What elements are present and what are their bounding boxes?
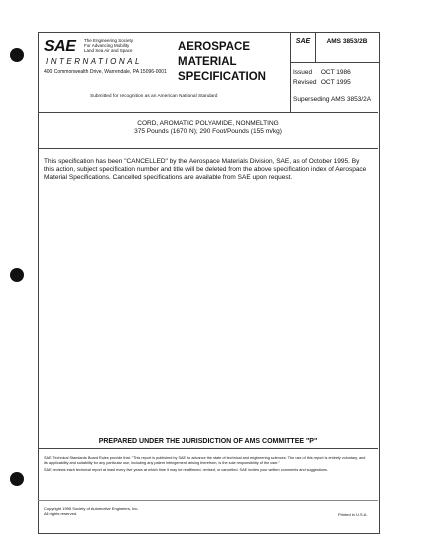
tagline-line-2: For Advancing Mobility xyxy=(84,43,130,48)
sae-tagline xyxy=(84,38,164,53)
superseding-note: Superseding AMS 3853/2A xyxy=(293,96,372,103)
submitted-note: Submitted for recognition as an American National Standard xyxy=(90,94,218,99)
punch-hole-middle xyxy=(10,268,24,282)
footer-notes xyxy=(44,456,370,473)
document-number: AMS 3853/2B xyxy=(315,32,379,63)
title-divider xyxy=(38,148,378,149)
spec-title-line-3: SPECIFICATION xyxy=(178,71,266,83)
punch-hole-bottom xyxy=(10,472,24,486)
revised-date: OCT 1995 xyxy=(320,79,351,86)
tagline-line-1: The Engineering Society xyxy=(84,38,134,43)
issued-date: OCT 1986 xyxy=(320,69,351,76)
sae-address: 400 Commonwealth Drive, Warrendale, PA 15096-0001 xyxy=(44,69,167,75)
footer-note-1: SAE Technical Standards Board Rules provide that: "This report is published by SAE to advance the state of technical and engineering sciences. The use of this report is entirely voluntary, and its applicability and suitability for any particular use, including any patent infringement arising therefrom, is the sole responsibility of the user." xyxy=(44,456,366,465)
spec-info-block xyxy=(290,32,379,112)
prepared-under-statement: PREPARED UNDER THE JURISDICTION OF AMS COMMITTEE "P" xyxy=(98,438,318,445)
footer-divider xyxy=(38,500,378,501)
document-header xyxy=(38,32,378,113)
copyright-line-1: Copyright 1995 Society of Automotive Engineers, Inc. xyxy=(44,506,139,511)
copyright-line-2: All rights reserved. xyxy=(44,511,78,516)
issue-dates xyxy=(293,68,351,88)
tagline-line-3: Land Sea Air and Space xyxy=(84,48,133,53)
cancellation-notice: This specification has been "CANCELLED" by the Aerospace Materials Division, SAE, as of October 1995. By this action, subject specification number and title will be deleted from the above specification index of Aerospace Material Specifications. Cancelled specifications are available from SAE upon request. xyxy=(44,158,367,181)
material-title-line-1: CORD, AROMATIC POLYAMIDE, NONMELTING xyxy=(137,120,279,127)
sae-box-mark: SAE xyxy=(291,32,316,63)
material-title-line-2: 375 Pounds (1670 N); 290 Foot/Pounds (155 m/kg) xyxy=(134,128,282,135)
revised-row xyxy=(293,78,351,88)
spec-title-line-2: MATERIAL xyxy=(178,56,237,68)
punch-hole-top xyxy=(10,48,24,62)
spec-title xyxy=(178,40,290,85)
sae-logo-mark: SAE xyxy=(44,38,76,55)
printed-in: Printed in U.S.A. xyxy=(338,512,368,517)
revised-label: Revised xyxy=(293,79,317,86)
footer-note-2: SAE reviews each technical report at least every five years at which time it may be reaffirmed, revised, or cancelled. SAE invites your written comments and suggestions. xyxy=(44,468,328,473)
material-title xyxy=(38,120,378,136)
prepared-divider xyxy=(38,448,378,449)
sae-international: INTERNATIONAL xyxy=(46,57,142,66)
copyright xyxy=(44,506,139,516)
issued-row xyxy=(293,68,351,78)
spec-title-line-1: AEROSPACE xyxy=(178,41,250,53)
sae-logo-block xyxy=(38,32,170,112)
issued-label: Issued xyxy=(293,69,313,76)
